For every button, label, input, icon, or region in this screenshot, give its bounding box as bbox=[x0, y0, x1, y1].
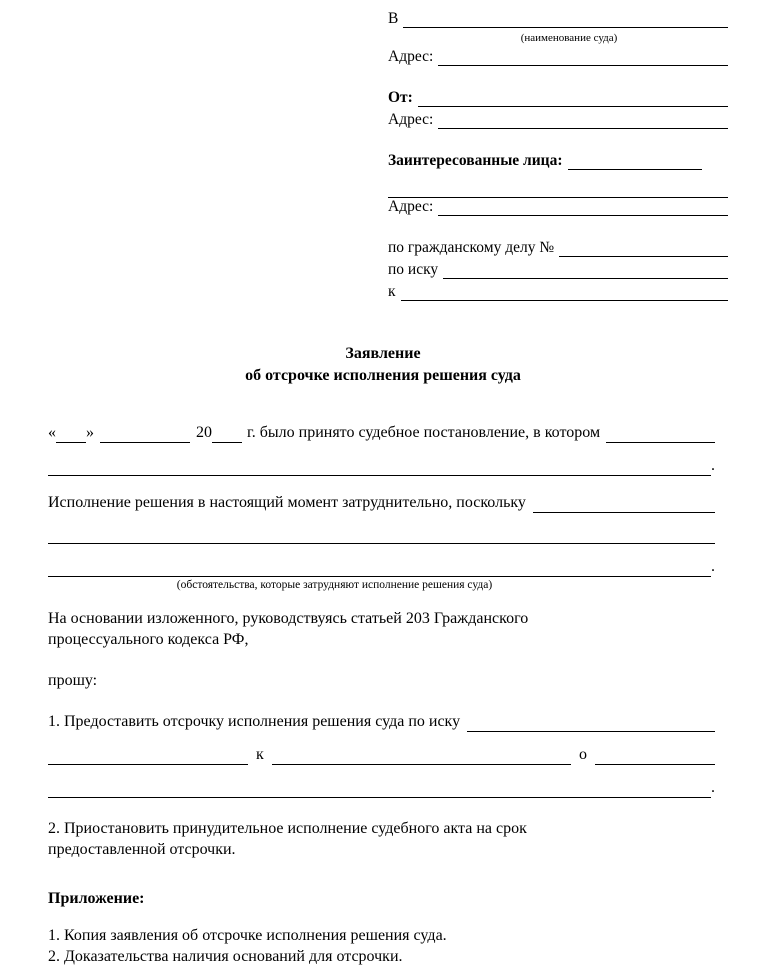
ruling-sentence-text: г. было принято судебное постановление, в котором bbox=[247, 424, 601, 441]
difficulty-period: . bbox=[711, 558, 715, 575]
body-spacer-4 bbox=[48, 544, 715, 556]
attachment-item: 2. Доказательства наличия оснований для отсрочки. bbox=[48, 948, 403, 965]
interested-parties-row bbox=[388, 152, 728, 170]
request-1-row bbox=[48, 711, 715, 732]
difficulty-text: Исполнение решения в настоящий момент затруднительно, поскольку bbox=[48, 494, 526, 511]
court-name-label: В bbox=[388, 10, 399, 27]
difficulty-row-2 bbox=[48, 525, 715, 544]
body-spacer-6 bbox=[48, 650, 715, 670]
applicant-fill-line[interactable] bbox=[418, 91, 728, 107]
body-spacer-1 bbox=[48, 443, 715, 455]
date-quote-close: » bbox=[86, 424, 94, 441]
year-fill-line[interactable] bbox=[212, 424, 242, 443]
circumstances-caption: (обстоятельства, которые затрудняют исполнение решения суда) bbox=[176, 579, 493, 591]
interested-parties-fill-line[interactable] bbox=[568, 154, 702, 170]
claim-fill-line[interactable] bbox=[443, 263, 728, 279]
court-address-fill-line[interactable] bbox=[438, 50, 728, 66]
court-name-fill-line[interactable] bbox=[403, 12, 728, 28]
body-spacer-2 bbox=[48, 476, 715, 492]
applicant-row bbox=[388, 89, 728, 107]
body-spacer-3 bbox=[48, 513, 715, 525]
case-number-label: по гражданскому делу № bbox=[388, 239, 555, 256]
body-spacer-10 bbox=[48, 798, 715, 818]
header-spacer-2 bbox=[388, 133, 728, 152]
body-spacer-8 bbox=[48, 732, 715, 744]
request-2-line-1: 2. Приостановить принудительное исполнение судебного акта на срок bbox=[48, 820, 527, 837]
applicant-label: От: bbox=[388, 89, 413, 106]
court-address-label: Адрес: bbox=[388, 48, 434, 65]
difficulty-row bbox=[48, 492, 715, 513]
ruling-content-fill-line-2[interactable] bbox=[48, 457, 711, 476]
request-1-connector-k: к bbox=[256, 746, 264, 763]
document-header bbox=[388, 10, 728, 305]
ruling-period: . bbox=[711, 457, 715, 474]
header-spacer-3 bbox=[388, 174, 728, 182]
document-title-line-1: Заявление bbox=[345, 345, 421, 362]
legal-basis-line-2: процессуального кодекса РФ, bbox=[48, 631, 249, 648]
request-1-connector-o: о bbox=[579, 746, 587, 763]
date-quote-open: « bbox=[48, 424, 56, 441]
case-number-fill-line[interactable] bbox=[559, 241, 728, 257]
attachment-item: 1. Копия заявления об отсрочке исполнения решения суда. bbox=[48, 927, 447, 944]
interested-address-label: Адрес: bbox=[388, 198, 434, 215]
request-1-text: 1. Предоставить отсрочку исполнения решения суда по иску bbox=[48, 713, 461, 730]
request-1-period: . bbox=[711, 779, 715, 796]
court-address-row bbox=[388, 48, 728, 66]
body-spacer-11 bbox=[48, 860, 715, 888]
difficulty-fill-line[interactable] bbox=[533, 494, 715, 513]
interested-parties-fill-line-2[interactable] bbox=[388, 182, 728, 198]
defendant-label: к bbox=[388, 283, 396, 300]
document-title bbox=[0, 343, 766, 387]
difficulty-row-3 bbox=[48, 556, 715, 577]
header-spacer-4 bbox=[388, 220, 728, 239]
court-name-row bbox=[388, 10, 728, 28]
ruling-content-row-2 bbox=[48, 455, 715, 476]
body-spacer-5 bbox=[48, 592, 715, 608]
claim-label: по иску bbox=[388, 261, 439, 278]
body-spacer-9 bbox=[48, 765, 715, 777]
ruling-date-row bbox=[48, 422, 715, 443]
applicant-address-row bbox=[388, 111, 728, 129]
month-fill-line[interactable] bbox=[100, 424, 190, 443]
request-2-line-2: предоставленной отсрочки. bbox=[48, 841, 236, 858]
difficulty-fill-line-2[interactable] bbox=[48, 525, 715, 544]
case-number-row bbox=[388, 239, 728, 257]
interested-parties-label: Заинтересованные лица: bbox=[388, 152, 563, 169]
request-1-plaintiff-fill-line[interactable] bbox=[48, 746, 248, 765]
body-spacer-7 bbox=[48, 691, 715, 711]
header-spacer-1 bbox=[388, 70, 728, 89]
request-1-row-3 bbox=[48, 777, 715, 798]
applicant-address-label: Адрес: bbox=[388, 111, 434, 128]
request-1-defendant-fill-line[interactable] bbox=[272, 746, 571, 765]
request-1-subject-fill-line-2[interactable] bbox=[48, 779, 711, 798]
defendant-row bbox=[388, 283, 728, 301]
year-prefix: 20 bbox=[196, 424, 212, 441]
day-fill-line[interactable] bbox=[56, 424, 86, 443]
interested-address-row bbox=[388, 198, 728, 216]
document-title-line-2: об отсрочке исполнения решения суда bbox=[245, 367, 521, 384]
request-intro: прошу: bbox=[48, 672, 98, 689]
defendant-fill-line[interactable] bbox=[401, 285, 728, 301]
request-1-subject-fill-line[interactable] bbox=[595, 746, 715, 765]
court-name-caption: (наименование суда) bbox=[520, 32, 618, 44]
interested-address-fill-line[interactable] bbox=[438, 200, 728, 216]
document-body bbox=[48, 422, 715, 967]
request-1-claim-fill-line[interactable] bbox=[467, 713, 715, 732]
difficulty-fill-line-3[interactable] bbox=[48, 558, 711, 577]
applicant-address-fill-line[interactable] bbox=[438, 113, 728, 129]
claim-row bbox=[388, 261, 728, 279]
attachments-title: Приложение: bbox=[48, 890, 145, 907]
ruling-content-fill-line[interactable] bbox=[606, 424, 715, 443]
body-spacer-12 bbox=[48, 909, 715, 925]
request-1-row-2 bbox=[48, 744, 715, 765]
legal-basis-line-1: На основании изложенного, руководствуясь статьей 203 Гражданского bbox=[48, 610, 529, 627]
